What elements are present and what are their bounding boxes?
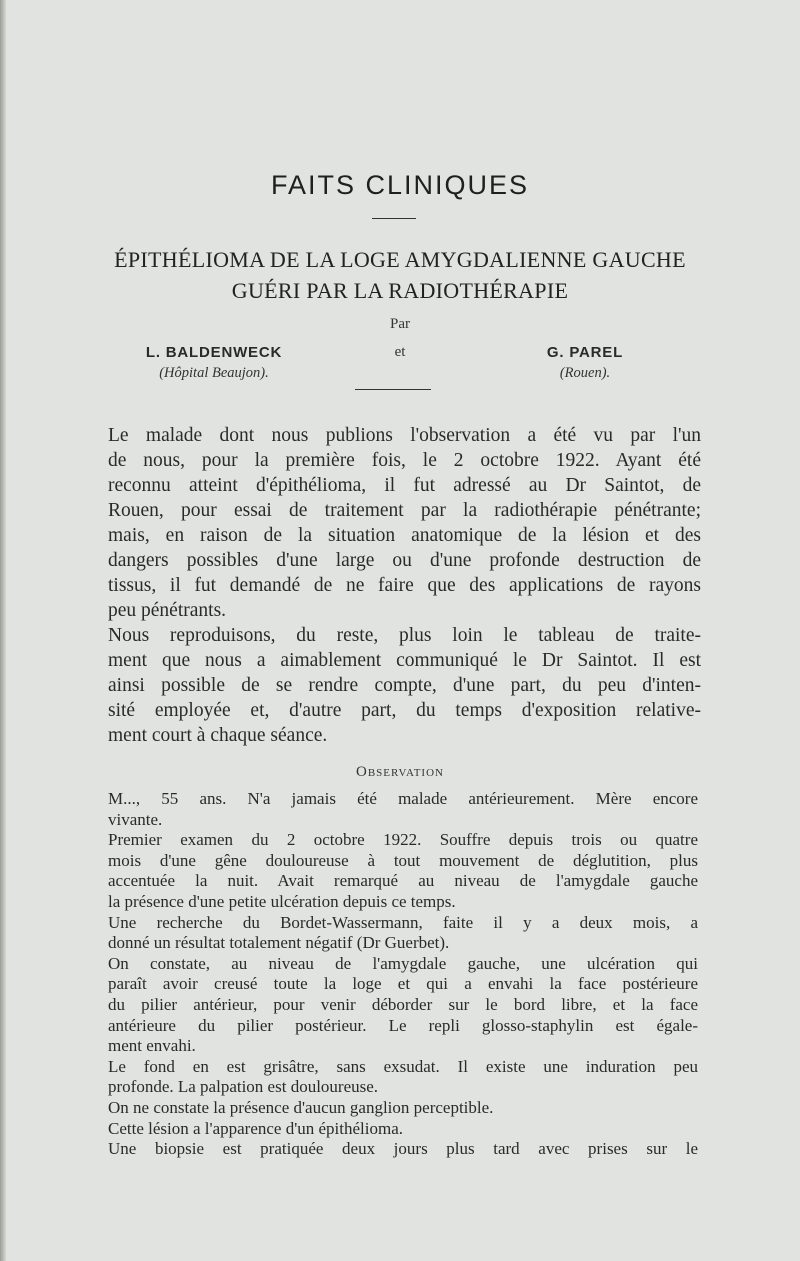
text-line: mais, en raison de la situation anatomique de la lésion et des [108,525,701,546]
authors-rule [355,389,431,390]
intro-paragraph-2 [108,623,701,748]
text-line: ment court à chaque séance. [108,725,328,746]
author-2-name: G. PAREL [546,344,624,361]
observation-line: profonde. La palpation est douloureuse. [108,1077,379,1097]
observation-line: Une recherche du Bordet-Wassermann, faite il y a deux mois, a [108,912,698,932]
author-2 [520,344,650,382]
article-title-line-1: ÉPITHÉLIOMA DE LA LOGE AMYGDALIENNE GAUCHE [114,247,686,272]
title-rule [372,218,416,219]
observation-line: Une biopsie est pratiquée deux jours plus tard avec prises sur le [108,1139,698,1159]
observation-line: paraît avoir creusé toute la loge et qui a envahi la face postérieure [108,974,698,994]
article-title [0,244,800,306]
observation-line: Premier examen du 2 octobre 1922. Souffre depuis trois ou quatre [108,830,698,850]
observation-line: Le fond en est grisâtre, sans exsudat. Il existe une induration peu [108,1056,698,1076]
author-1-affiliation: (Hôpital Beaujon). [159,365,269,381]
text-line: sité employée et, d'autre part, du temps d'exposition relative- [108,700,701,721]
observation-line: la présence d'une petite ulcération depuis ce temps. [108,891,456,911]
observation-line: donné un résultat totalement négatif (Dr Guerbet). [108,933,450,953]
text-line: ainsi possible de se rendre compte, d'une part, du peu d'inten- [108,675,701,696]
text-line: Le malade dont nous publions l'observation a été vu par l'un [108,425,701,446]
observation-line: ment envahi. [108,1036,196,1056]
observation-text [108,789,698,1160]
observation-line: On ne constate la présence d'aucun ganglion perceptible. [108,1097,494,1117]
text-line: ment que nous a aimablement communiqué le Dr Saintot. Il est [108,650,701,671]
par-label: Par [390,316,410,332]
observation-line: vivante. [108,809,163,829]
text-line: peu pénétrants. [108,600,227,621]
observation-line: Cette lésion a l'apparence d'un épithélioma. [108,1118,404,1138]
observation-line: M..., 55 ans. N'a jamais été malade antérieurement. Mère encore [108,789,698,808]
observation-heading: Observation [356,764,444,780]
text-line: Nous reproduisons, du reste, plus loin le tableau de traite- [108,625,701,646]
observation-line: antérieure du pilier postérieur. Le repli glosso-staphylin est égale- [108,1015,698,1035]
text-line: Rouen, pour essai de traitement par la radiothérapie pénétrante; [108,500,701,521]
article-title-line-2: GUÉRI PAR LA RADIOTHÉRAPIE [231,278,569,303]
intro-paragraph-1 [108,423,701,623]
et-label: et [394,344,406,360]
text-line: tissus, il fut demandé de ne faire que des applications de rayons [108,575,701,596]
text-line: dangers possibles d'une large ou d'une profonde destruction de [108,550,701,571]
author-1-name: L. BALDENWECK [145,344,283,361]
text-line: reconnu atteint d'épithélioma, il fut adressé au Dr Saintot, de [108,475,701,496]
author-2-affiliation: (Rouen). [559,365,611,381]
observation-line: On constate, au niveau de l'amygdale gauche, une ulcération qui [108,953,698,973]
text-line: de nous, pour la première fois, le 2 octobre 1922. Ayant été [108,450,701,471]
observation-line: mois d'une gêne douloureuse à tout mouvement de déglutition, plus [108,850,698,870]
section-title: FAITS CLINIQUES [270,170,530,200]
observation-line: accentuée la nuit. Avait remarqué au niveau de l'amygdale gauche [108,871,698,891]
observation-line: du pilier antérieur, pour venir déborder sur le bord libre, et la face [108,994,698,1014]
